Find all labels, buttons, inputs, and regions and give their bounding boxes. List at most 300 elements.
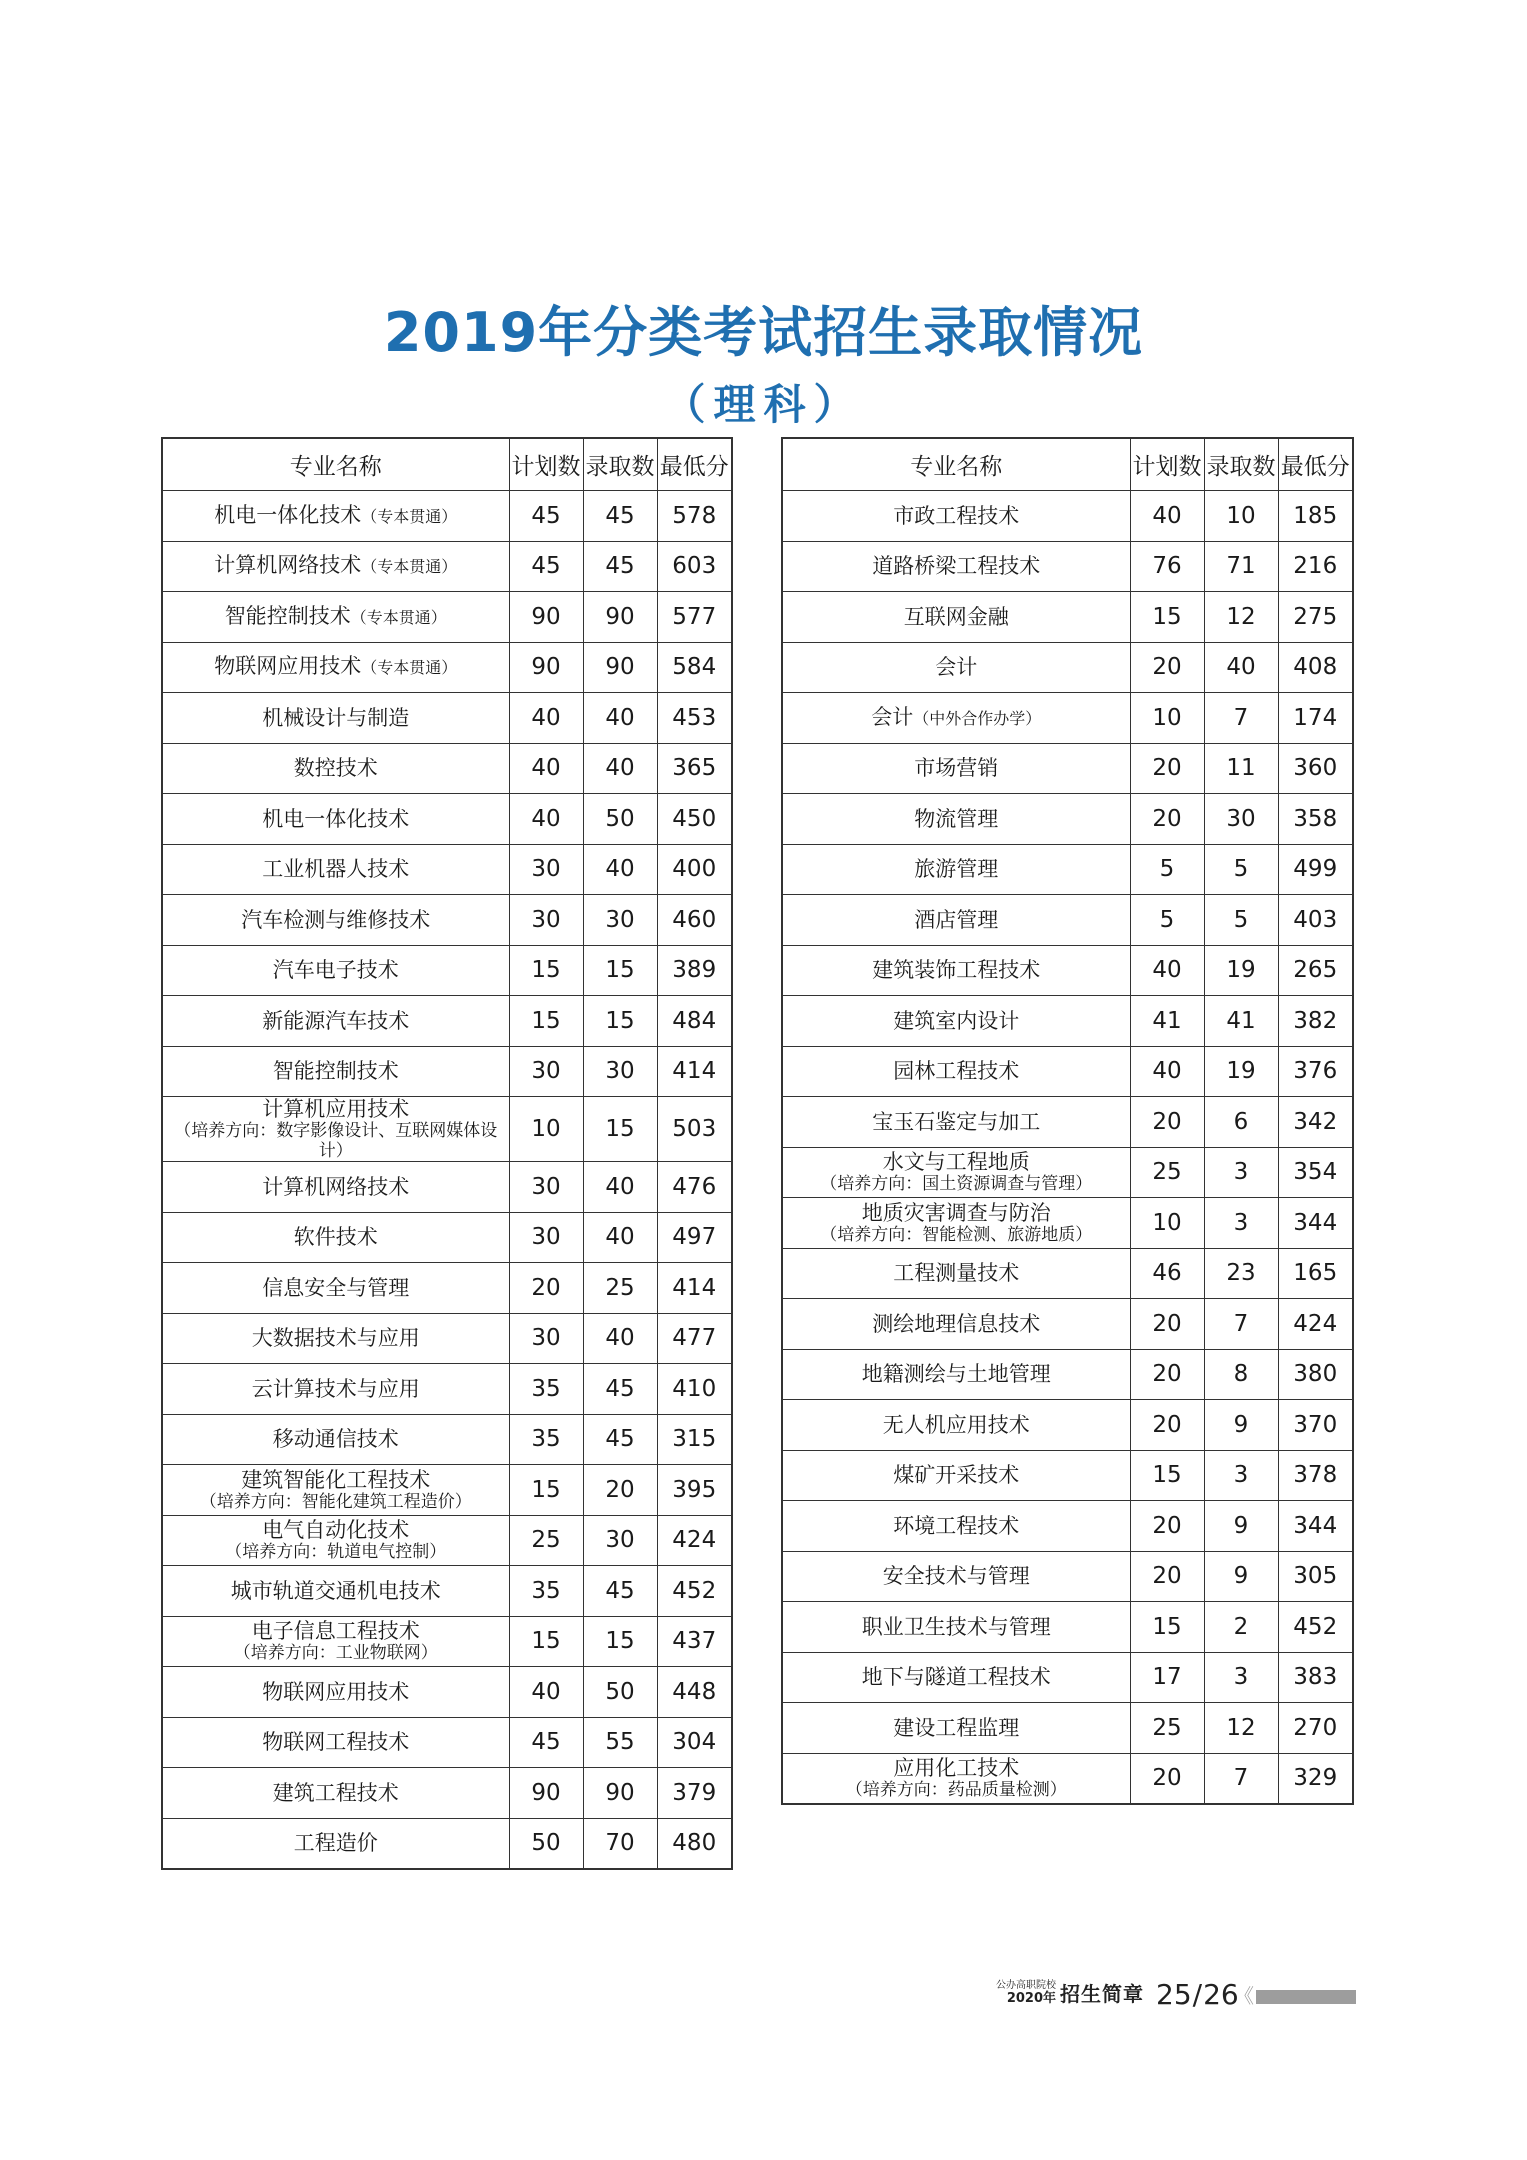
major-name bbox=[163, 1326, 509, 1350]
header-plan: 计划数 bbox=[509, 438, 583, 491]
table-row bbox=[162, 1566, 732, 1617]
major-name bbox=[163, 1468, 509, 1492]
plan-count: 41 bbox=[1130, 996, 1204, 1047]
header-min-score: 最低分 bbox=[1278, 438, 1353, 491]
major-name bbox=[783, 554, 1130, 578]
admitted-count: 11 bbox=[1204, 743, 1278, 794]
plan-count: 20 bbox=[1130, 642, 1204, 693]
major-name bbox=[783, 1201, 1130, 1225]
min-score: 174 bbox=[1278, 693, 1353, 744]
major-name bbox=[163, 1730, 509, 1754]
major-name-text: 智能控制技术 bbox=[272, 1059, 399, 1084]
major-name-text: 城市轨道交通机电技术 bbox=[230, 1578, 441, 1603]
major-direction: （培养方向：数字影像设计、互联网媒体设计） bbox=[174, 1121, 498, 1161]
major-cell bbox=[782, 1501, 1130, 1552]
major-name bbox=[783, 1009, 1130, 1033]
major-name bbox=[163, 1680, 509, 1704]
major-cell bbox=[782, 1450, 1130, 1501]
min-score: 389 bbox=[657, 945, 732, 996]
min-score: 480 bbox=[657, 1818, 732, 1869]
major-name-text: 电子信息工程技术 bbox=[251, 1619, 420, 1644]
admitted-count: 40 bbox=[583, 1212, 657, 1263]
major-name bbox=[163, 1225, 509, 1249]
major-name-text: 工程造价 bbox=[293, 1831, 378, 1856]
admitted-count: 50 bbox=[583, 1667, 657, 1718]
page-footer bbox=[990, 1976, 1356, 2018]
admitted-count: 40 bbox=[583, 693, 657, 744]
plan-count: 30 bbox=[509, 844, 583, 895]
major-cell bbox=[782, 1097, 1130, 1148]
plan-count: 30 bbox=[509, 1162, 583, 1213]
major-name bbox=[783, 1665, 1130, 1689]
admitted-count: 3 bbox=[1204, 1450, 1278, 1501]
plan-count: 5 bbox=[1130, 895, 1204, 946]
plan-count: 45 bbox=[509, 1717, 583, 1768]
min-score: 403 bbox=[1278, 895, 1353, 946]
major-name-text: 职业卫生技术与管理 bbox=[861, 1614, 1051, 1639]
major-name bbox=[783, 807, 1130, 831]
major-name bbox=[783, 908, 1130, 932]
min-score: 437 bbox=[657, 1616, 732, 1667]
table-row bbox=[782, 1400, 1353, 1451]
plan-count: 40 bbox=[509, 693, 583, 744]
major-name-text: 建筑智能化工程技术 bbox=[241, 1467, 431, 1492]
major-name-text: 汽车电子技术 bbox=[272, 958, 399, 983]
table-row bbox=[162, 491, 732, 542]
table-row bbox=[162, 1414, 732, 1465]
major-name bbox=[783, 1150, 1130, 1174]
plan-count: 20 bbox=[1130, 1299, 1204, 1350]
admission-table-right bbox=[781, 437, 1354, 1805]
table-row bbox=[162, 1768, 732, 1819]
major-name bbox=[163, 1175, 509, 1199]
min-score: 400 bbox=[657, 844, 732, 895]
min-score: 410 bbox=[657, 1364, 732, 1415]
major-cell bbox=[782, 996, 1130, 1047]
min-score: 503 bbox=[657, 1097, 732, 1162]
major-name bbox=[163, 807, 509, 831]
admitted-count: 30 bbox=[583, 895, 657, 946]
table-row bbox=[782, 1349, 1353, 1400]
min-score: 484 bbox=[657, 996, 732, 1047]
table-row bbox=[162, 996, 732, 1047]
major-cell bbox=[162, 1818, 509, 1869]
header-min-score: 最低分 bbox=[657, 438, 732, 491]
major-name-text: 宝玉石鉴定与加工 bbox=[872, 1109, 1041, 1134]
table-row bbox=[162, 592, 732, 643]
table-row bbox=[782, 794, 1353, 845]
major-name bbox=[783, 504, 1130, 528]
major-name-text: 物流管理 bbox=[914, 806, 999, 831]
plan-count: 46 bbox=[1130, 1248, 1204, 1299]
min-score: 452 bbox=[657, 1566, 732, 1617]
plan-count: 20 bbox=[1130, 1753, 1204, 1804]
admitted-count: 30 bbox=[1204, 794, 1278, 845]
plan-count: 30 bbox=[509, 1046, 583, 1097]
major-name-text: 建筑室内设计 bbox=[893, 1008, 1020, 1033]
major-direction: （培养方向：轨道电气控制） bbox=[225, 1542, 447, 1563]
major-name bbox=[783, 1362, 1130, 1386]
table-body-right bbox=[782, 491, 1353, 1805]
major-name bbox=[783, 1413, 1130, 1437]
min-score: 460 bbox=[657, 895, 732, 946]
major-name-text: 智能控制技术 bbox=[224, 603, 351, 628]
admitted-count: 9 bbox=[1204, 1501, 1278, 1552]
plan-count: 45 bbox=[509, 541, 583, 592]
major-name-text: 软件技术 bbox=[293, 1225, 378, 1250]
page-slash: / bbox=[1192, 1978, 1203, 2011]
table-row bbox=[782, 1602, 1353, 1653]
major-cell bbox=[782, 693, 1130, 744]
plan-count: 45 bbox=[509, 491, 583, 542]
header-major: 专业名称 bbox=[782, 438, 1130, 491]
min-score: 578 bbox=[657, 491, 732, 542]
table-body-left bbox=[162, 491, 732, 1870]
page-total: 26 bbox=[1203, 1978, 1239, 2011]
admitted-count: 45 bbox=[583, 1414, 657, 1465]
plan-count: 20 bbox=[1130, 1349, 1204, 1400]
min-score: 329 bbox=[1278, 1753, 1353, 1804]
min-score: 265 bbox=[1278, 945, 1353, 996]
major-name bbox=[163, 1009, 509, 1033]
major-name-text: 道路桥梁工程技术 bbox=[872, 554, 1041, 579]
major-name bbox=[163, 1518, 509, 1542]
major-name bbox=[163, 654, 509, 680]
major-cell bbox=[782, 794, 1130, 845]
admitted-count: 23 bbox=[1204, 1248, 1278, 1299]
plan-count: 25 bbox=[1130, 1703, 1204, 1754]
table-row bbox=[782, 1753, 1353, 1804]
major-name-text: 计算机网络技术 bbox=[262, 1174, 410, 1199]
admitted-count: 45 bbox=[583, 491, 657, 542]
major-cell bbox=[162, 1566, 509, 1617]
table-row bbox=[782, 541, 1353, 592]
page-current: 25 bbox=[1156, 1978, 1192, 2011]
admitted-count: 5 bbox=[1204, 895, 1278, 946]
min-score: 476 bbox=[657, 1162, 732, 1213]
major-name bbox=[163, 604, 509, 630]
major-cell bbox=[782, 1753, 1130, 1804]
table-row bbox=[162, 1515, 732, 1566]
major-name bbox=[163, 706, 509, 730]
major-name-text: 市政工程技术 bbox=[893, 503, 1020, 528]
major-name-text: 物联网工程技术 bbox=[262, 1730, 410, 1755]
header-admitted: 录取数 bbox=[583, 438, 657, 491]
major-name-text: 云计算技术与应用 bbox=[251, 1376, 420, 1401]
major-name-text: 市场营销 bbox=[914, 756, 999, 781]
footer-brochure-title: 招生简章 bbox=[1060, 1982, 1144, 2006]
major-cell bbox=[782, 895, 1130, 946]
table-row bbox=[782, 1248, 1353, 1299]
min-score: 453 bbox=[657, 693, 732, 744]
admitted-count: 3 bbox=[1204, 1147, 1278, 1198]
header-major: 专业名称 bbox=[162, 438, 509, 491]
major-name-text: 应用化工技术 bbox=[893, 1756, 1020, 1781]
header-admitted: 录取数 bbox=[1204, 438, 1278, 491]
table-row bbox=[162, 844, 732, 895]
major-name-text: 地下与隧道工程技术 bbox=[861, 1665, 1051, 1690]
admitted-count: 15 bbox=[583, 945, 657, 996]
plan-count: 15 bbox=[509, 996, 583, 1047]
major-direction: （培养方向：智能检测、旅游地质） bbox=[820, 1224, 1093, 1245]
major-name-text: 安全技术与管理 bbox=[882, 1564, 1030, 1589]
table-row bbox=[162, 1046, 732, 1097]
min-score: 584 bbox=[657, 642, 732, 693]
min-score: 360 bbox=[1278, 743, 1353, 794]
major-name bbox=[163, 756, 509, 780]
min-score: 414 bbox=[657, 1263, 732, 1314]
plan-count: 35 bbox=[509, 1364, 583, 1415]
min-score: 365 bbox=[657, 743, 732, 794]
major-cell bbox=[782, 1046, 1130, 1097]
major-name-text: 环境工程技术 bbox=[893, 1513, 1020, 1538]
admitted-count: 15 bbox=[583, 1616, 657, 1667]
major-name bbox=[783, 1312, 1130, 1336]
major-name-text: 机电一体化技术 bbox=[262, 806, 410, 831]
major-name bbox=[783, 958, 1130, 982]
min-score: 379 bbox=[657, 1768, 732, 1819]
major-name bbox=[163, 1097, 509, 1121]
admitted-count: 9 bbox=[1204, 1400, 1278, 1451]
major-cell bbox=[162, 895, 509, 946]
major-cell bbox=[162, 1717, 509, 1768]
major-name-text: 工业机器人技术 bbox=[262, 857, 410, 882]
footer-year: 2020年 bbox=[1006, 1991, 1056, 2006]
major-name bbox=[783, 1615, 1130, 1639]
admitted-count: 90 bbox=[583, 592, 657, 643]
min-score: 382 bbox=[1278, 996, 1353, 1047]
major-name-text: 建筑装饰工程技术 bbox=[872, 958, 1041, 983]
major-name bbox=[783, 1463, 1130, 1487]
table-row bbox=[782, 743, 1353, 794]
major-direction: （培养方向：工业物联网） bbox=[233, 1643, 438, 1664]
min-score: 344 bbox=[1278, 1198, 1353, 1249]
major-cell bbox=[162, 1097, 509, 1162]
plan-count: 20 bbox=[1130, 1501, 1204, 1552]
major-cell bbox=[162, 1465, 509, 1516]
major-cell bbox=[162, 1768, 509, 1819]
major-cell bbox=[782, 592, 1130, 643]
major-note: （中外合作办学） bbox=[913, 708, 1042, 728]
major-cell bbox=[162, 794, 509, 845]
major-cell bbox=[162, 1667, 509, 1718]
major-cell bbox=[162, 693, 509, 744]
major-cell bbox=[782, 1248, 1130, 1299]
major-name bbox=[783, 1756, 1130, 1780]
admitted-count: 10 bbox=[1204, 491, 1278, 542]
major-name-text: 工程测量技术 bbox=[893, 1261, 1020, 1286]
plan-count: 40 bbox=[509, 1667, 583, 1718]
major-name bbox=[163, 1059, 509, 1083]
min-score: 304 bbox=[657, 1717, 732, 1768]
major-cell bbox=[162, 1046, 509, 1097]
major-name-text: 计算机应用技术 bbox=[262, 1097, 410, 1121]
admitted-count: 40 bbox=[1204, 642, 1278, 693]
min-score: 603 bbox=[657, 541, 732, 592]
table-row bbox=[162, 1364, 732, 1415]
major-cell bbox=[162, 1616, 509, 1667]
admitted-count: 90 bbox=[583, 642, 657, 693]
plan-count: 10 bbox=[509, 1097, 583, 1162]
admitted-count: 8 bbox=[1204, 1349, 1278, 1400]
major-name bbox=[163, 1377, 509, 1401]
major-name bbox=[783, 1110, 1130, 1134]
table-row bbox=[782, 592, 1353, 643]
plan-count: 20 bbox=[1130, 794, 1204, 845]
header-plan: 计划数 bbox=[1130, 438, 1204, 491]
major-cell bbox=[162, 945, 509, 996]
major-name-text: 计算机网络技术 bbox=[214, 553, 362, 578]
table-row bbox=[782, 1501, 1353, 1552]
table-row bbox=[782, 1097, 1353, 1148]
admitted-count: 15 bbox=[583, 1097, 657, 1162]
major-name-text: 信息安全与管理 bbox=[262, 1275, 410, 1300]
min-score: 315 bbox=[657, 1414, 732, 1465]
admitted-count: 30 bbox=[583, 1515, 657, 1566]
major-name bbox=[163, 1831, 509, 1855]
admitted-count: 45 bbox=[583, 1566, 657, 1617]
table-row bbox=[162, 1313, 732, 1364]
table-header-row bbox=[162, 438, 732, 491]
admitted-count: 15 bbox=[583, 996, 657, 1047]
min-score: 477 bbox=[657, 1313, 732, 1364]
min-score: 448 bbox=[657, 1667, 732, 1718]
table-row bbox=[162, 541, 732, 592]
major-cell bbox=[782, 1299, 1130, 1350]
admitted-count: 45 bbox=[583, 1364, 657, 1415]
plan-count: 50 bbox=[509, 1818, 583, 1869]
major-name-text: 园林工程技术 bbox=[893, 1059, 1020, 1084]
min-score: 358 bbox=[1278, 794, 1353, 845]
major-name-text: 会计 bbox=[935, 655, 978, 680]
plan-count: 15 bbox=[1130, 592, 1204, 643]
min-score: 378 bbox=[1278, 1450, 1353, 1501]
footer-decor-bar bbox=[1256, 1990, 1356, 2004]
major-name-text: 移动通信技术 bbox=[272, 1427, 399, 1452]
major-name-text: 无人机应用技术 bbox=[882, 1412, 1030, 1437]
page-title: 2019年分类考试招生录取情况 bbox=[383, 301, 1144, 364]
admitted-count: 19 bbox=[1204, 1046, 1278, 1097]
plan-count: 17 bbox=[1130, 1652, 1204, 1703]
major-cell bbox=[162, 541, 509, 592]
admitted-count: 40 bbox=[583, 844, 657, 895]
major-cell bbox=[782, 945, 1130, 996]
major-name-text: 新能源汽车技术 bbox=[262, 1008, 410, 1033]
major-name bbox=[163, 1427, 509, 1451]
major-cell bbox=[782, 642, 1130, 693]
plan-count: 20 bbox=[1130, 743, 1204, 794]
table-row bbox=[782, 844, 1353, 895]
min-score: 395 bbox=[657, 1465, 732, 1516]
plan-count: 90 bbox=[509, 1768, 583, 1819]
table-row bbox=[782, 1046, 1353, 1097]
admitted-count: 70 bbox=[583, 1818, 657, 1869]
table-row bbox=[162, 743, 732, 794]
plan-count: 40 bbox=[1130, 1046, 1204, 1097]
admitted-count: 7 bbox=[1204, 1299, 1278, 1350]
admitted-count: 20 bbox=[583, 1465, 657, 1516]
plan-count: 25 bbox=[1130, 1147, 1204, 1198]
major-name bbox=[783, 1514, 1130, 1538]
admitted-count: 71 bbox=[1204, 541, 1278, 592]
table-row bbox=[782, 693, 1353, 744]
admitted-count: 55 bbox=[583, 1717, 657, 1768]
major-name-text: 水文与工程地质 bbox=[882, 1150, 1030, 1175]
min-score: 185 bbox=[1278, 491, 1353, 542]
admitted-count: 45 bbox=[583, 541, 657, 592]
major-name-text: 电气自动化技术 bbox=[262, 1518, 410, 1543]
min-score: 424 bbox=[657, 1515, 732, 1566]
table-row bbox=[162, 642, 732, 693]
min-score: 424 bbox=[1278, 1299, 1353, 1350]
major-cell bbox=[782, 1551, 1130, 1602]
major-name-text: 地质灾害调查与防治 bbox=[861, 1200, 1051, 1225]
major-name bbox=[163, 1619, 509, 1643]
min-score: 216 bbox=[1278, 541, 1353, 592]
major-name bbox=[163, 857, 509, 881]
admitted-count: 50 bbox=[583, 794, 657, 845]
major-name bbox=[783, 756, 1130, 780]
major-cell bbox=[162, 1212, 509, 1263]
min-score: 408 bbox=[1278, 642, 1353, 693]
admitted-count: 7 bbox=[1204, 693, 1278, 744]
chevron-left-icon: 《 bbox=[1234, 1984, 1254, 2008]
plan-count: 20 bbox=[1130, 1400, 1204, 1451]
table-row bbox=[162, 895, 732, 946]
major-name-text: 数控技术 bbox=[293, 756, 378, 781]
plan-count: 5 bbox=[1130, 844, 1204, 895]
major-cell bbox=[782, 1349, 1130, 1400]
plan-count: 30 bbox=[509, 1313, 583, 1364]
major-name bbox=[163, 908, 509, 932]
major-name bbox=[163, 1276, 509, 1300]
table-row bbox=[782, 1551, 1353, 1602]
plan-count: 30 bbox=[509, 1212, 583, 1263]
min-score: 497 bbox=[657, 1212, 732, 1263]
major-name-text: 煤矿开采技术 bbox=[893, 1463, 1020, 1488]
table-row bbox=[782, 1450, 1353, 1501]
table-row bbox=[782, 642, 1353, 693]
admitted-count: 40 bbox=[583, 1162, 657, 1213]
major-name bbox=[783, 1564, 1130, 1588]
admitted-count: 19 bbox=[1204, 945, 1278, 996]
plan-count: 20 bbox=[1130, 1551, 1204, 1602]
plan-count: 15 bbox=[1130, 1450, 1204, 1501]
major-cell bbox=[162, 1313, 509, 1364]
major-name bbox=[163, 1781, 509, 1805]
table-row bbox=[162, 1097, 732, 1162]
min-score: 354 bbox=[1278, 1147, 1353, 1198]
table-row bbox=[162, 1818, 732, 1869]
major-name-text: 大数据技术与应用 bbox=[251, 1326, 420, 1351]
admitted-count: 40 bbox=[583, 743, 657, 794]
major-name bbox=[783, 1059, 1130, 1083]
admitted-count: 40 bbox=[583, 1313, 657, 1364]
table-row bbox=[782, 996, 1353, 1047]
table-row bbox=[162, 1212, 732, 1263]
major-name bbox=[163, 553, 509, 579]
plan-count: 40 bbox=[509, 743, 583, 794]
table-row bbox=[782, 1147, 1353, 1198]
table-row bbox=[782, 945, 1353, 996]
min-score: 165 bbox=[1278, 1248, 1353, 1299]
major-cell bbox=[162, 743, 509, 794]
major-name bbox=[163, 1579, 509, 1603]
major-cell bbox=[162, 1263, 509, 1314]
major-direction: （培养方向：智能化建筑工程造价） bbox=[199, 1491, 472, 1512]
table-row bbox=[162, 1667, 732, 1718]
major-name-text: 机电一体化技术 bbox=[214, 502, 362, 527]
